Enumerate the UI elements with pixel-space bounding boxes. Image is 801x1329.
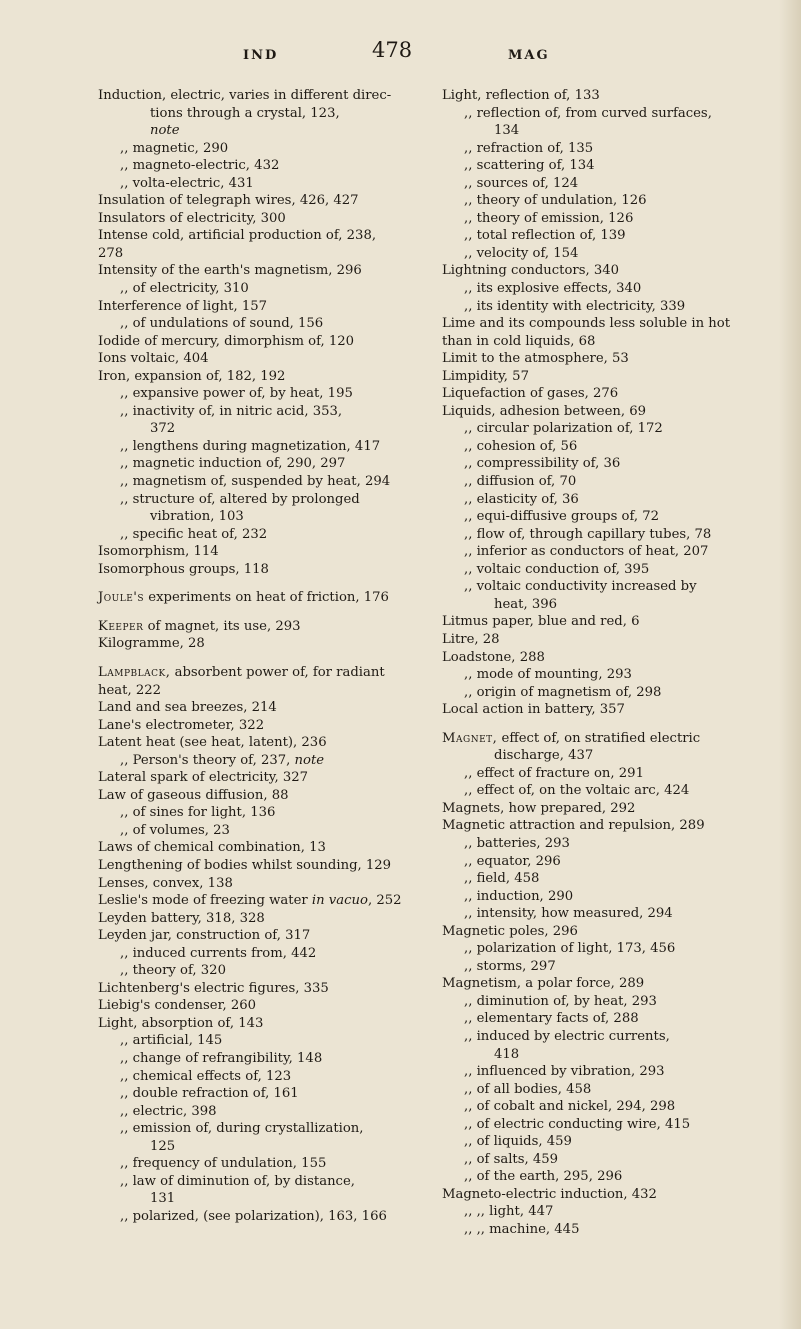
entry-text: ,, ,, light, 447 [464, 1204, 554, 1220]
entry-text: Loadstone, 288 [442, 649, 545, 665]
index-entry [442, 1186, 777, 1204]
index-entry [98, 1208, 423, 1226]
index-entry [442, 508, 777, 526]
index-entry [442, 835, 777, 853]
entry-text: Litre, 28 [442, 631, 500, 647]
index-entry [442, 1133, 777, 1151]
entry-text: ,, its identity with electricity, 339 [464, 298, 686, 314]
entry-text: ,, emission of, during crystallization, [120, 1121, 364, 1137]
entry-text: Kilogramme, 28 [98, 636, 205, 652]
entry-text: ,, effect of, on the voltaic arc, 424 [464, 783, 690, 799]
index-entry [442, 596, 777, 614]
index-entry [442, 280, 777, 298]
entry-text: ,, ,, machine, 445 [464, 1222, 580, 1237]
index-entry [98, 618, 423, 636]
entry-text: ,, equator, 296 [464, 853, 561, 869]
entry-text: effect of, on stratified electric [497, 730, 701, 746]
index-entry [98, 839, 423, 857]
entry-text: Magnetic poles, 296 [442, 923, 578, 939]
index-entry [98, 350, 423, 368]
index-entry [98, 1068, 423, 1086]
entry-text: Ions voltaic, 404 [98, 351, 209, 367]
index-entry [98, 262, 423, 280]
entry-text: ,, refraction of, 135 [464, 140, 594, 156]
index-entry [442, 1010, 777, 1028]
index-entry [442, 385, 777, 403]
entry-text: Land and sea breezes, 214 [98, 700, 277, 716]
index-entry [98, 787, 423, 805]
index-entry [442, 227, 777, 245]
entry-text: Lime and its compounds less soluble in hot [442, 316, 731, 332]
index-entry [98, 997, 423, 1015]
index-entry [442, 1028, 777, 1046]
entry-text: ,, theory of undulation, 126 [464, 193, 647, 209]
entry-text: Limpidity, 57 [442, 368, 529, 384]
entry-text: ,, of sines for light, 136 [120, 805, 276, 821]
index-entry [98, 175, 423, 193]
index-entry [442, 298, 777, 316]
entry-text: Insulation of telegraph wires, 426, 427 [98, 193, 359, 209]
entry-text: Magnetic attraction and repulsion, 289 [442, 818, 705, 834]
index-entry [98, 1155, 423, 1173]
index-entry [442, 192, 777, 210]
index-entry [442, 1046, 777, 1064]
entry-text: ,, chemical effects of, 123 [120, 1068, 292, 1084]
index-entry [98, 962, 423, 980]
entry-headword: Lampblack, [98, 664, 171, 680]
entry-text: 125 [150, 1138, 176, 1154]
index-entry [442, 975, 777, 993]
index-entry [98, 455, 423, 473]
entry-text: ,, cohesion of, 56 [464, 438, 578, 454]
entry-text: ,, change of refrangibility, 148 [120, 1050, 323, 1066]
index-entry [98, 105, 423, 123]
entry-text: Isomorphism, 114 [98, 544, 219, 560]
entry-text: ,, of electric conducting wire, 415 [464, 1116, 691, 1132]
index-entry [98, 635, 423, 653]
entry-text: Leyden jar, construction of, 317 [98, 928, 311, 944]
entry-text: vibration, 103 [150, 509, 244, 525]
index-entry [442, 940, 777, 958]
entry-text: Liquids, adhesion between, 69 [442, 403, 647, 419]
index-entry [442, 905, 777, 923]
index-entry [98, 473, 423, 491]
entry-text: ,, scattering of, 134 [464, 158, 595, 174]
index-entry [98, 1015, 423, 1033]
index-entry [98, 1120, 423, 1138]
entry-text: ,, storms, 297 [464, 958, 556, 974]
entry-text: Light, reflection of, 133 [442, 88, 600, 103]
index-entry [98, 857, 423, 875]
entry-text: ,, law of diminution of, by distance, [120, 1173, 355, 1189]
entry-text: ,, structure of, altered by prolonged [120, 491, 360, 507]
entry-text: ,, specific heat of, 232 [120, 526, 268, 542]
index-entry [442, 631, 777, 649]
index-entry [98, 589, 423, 607]
entry-text: ,, Person's theory of, 237, [120, 752, 295, 768]
entry-text: Intense cold, artificial production of, 238, [98, 228, 377, 244]
entry-text: ,, field, 458 [464, 871, 540, 887]
entry-text: ,, artificial, 145 [120, 1033, 223, 1049]
index-entry [98, 734, 423, 752]
entry-text: 134 [494, 123, 520, 139]
index-entry [442, 613, 777, 631]
entry-text: ,, double refraction of, 161 [120, 1086, 299, 1102]
index-entry [98, 385, 423, 403]
index-entry [442, 526, 777, 544]
index-entry [442, 888, 777, 906]
entry-text: ,, effect of fracture on, 291 [464, 765, 644, 781]
entry-text: Litmus paper, blue and red, 6 [442, 614, 640, 630]
index-entry [442, 350, 777, 368]
entry-text: Liebig's condenser, 260 [98, 998, 257, 1014]
index-entry [442, 438, 777, 456]
entry-italic: in vacuo [311, 893, 368, 909]
entry-text: ,, mode of mounting, 293 [464, 667, 632, 683]
index-entry [98, 717, 423, 735]
entry-text: ,, batteries, 293 [464, 835, 570, 851]
entry-text: ,, compressibility of, 36 [464, 456, 621, 472]
index-entry [442, 1063, 777, 1081]
entry-text: ,, of salts, 459 [464, 1151, 559, 1167]
entry-text: Iron, expansion of, 182, 192 [98, 368, 286, 384]
index-entry [98, 157, 423, 175]
entry-text: ,, circular polarization of, 172 [464, 421, 663, 437]
header-left-guide-word: IND [243, 48, 279, 63]
index-entry [98, 298, 423, 316]
entry-text: ,, diffusion of, 70 [464, 474, 577, 490]
running-header [0, 38, 801, 68]
entry-text: ,, equi-diffusive groups of, 72 [464, 509, 660, 525]
entry-text: ,, magnetic, 290 [120, 140, 229, 156]
entry-text: ,, expansive power of, by heat, 195 [120, 386, 353, 402]
index-column-right [442, 87, 777, 1239]
entry-text: of magnet, its use, 293 [143, 618, 301, 634]
index-entry [98, 1085, 423, 1103]
entry-text: discharge, 437 [494, 748, 594, 764]
index-entry [442, 800, 777, 818]
entry-text: Lightning conductors, 340 [442, 263, 620, 279]
index-entry [442, 245, 777, 263]
entry-text: tions through a crystal, 123, [150, 105, 340, 121]
entry-text: Induction, electric, varies in different direc- [98, 88, 392, 103]
entry-text: ,, of cobalt and nickel, 294, 298 [464, 1099, 676, 1115]
index-entry [98, 804, 423, 822]
index-entry [442, 473, 777, 491]
entry-text: ,, reflection of, from curved surfaces, [464, 105, 712, 121]
entry-text: ,, sources of, 124 [464, 175, 579, 191]
entry-text: ,, of undulations of sound, 156 [120, 316, 324, 332]
entry-text: ,, voltaic conductivity increased by [464, 579, 697, 595]
index-entry [98, 333, 423, 351]
index-entry [98, 1173, 423, 1191]
entry-text: ,, of liquids, 459 [464, 1134, 572, 1150]
index-entry [442, 561, 777, 579]
index-entry [442, 368, 777, 386]
entry-text: experiments on heat of friction, 176 [144, 590, 389, 606]
entry-text: ,, of electricity, 310 [120, 281, 249, 297]
index-entry [98, 822, 423, 840]
index-entry [442, 1221, 777, 1239]
entry-headword: Joule's [98, 590, 145, 606]
index-entry [98, 875, 423, 893]
index-entry [98, 1103, 423, 1121]
index-entry [442, 747, 777, 765]
entry-text: Law of gaseous diffusion, 88 [98, 787, 289, 803]
index-entry [98, 1190, 423, 1208]
index-entry [442, 782, 777, 800]
entry-text: note [150, 123, 180, 139]
entry-text: ,, diminution of, by heat, 293 [464, 993, 657, 1009]
index-entry [442, 210, 777, 228]
index-entry [442, 122, 777, 140]
index-entry [442, 1203, 777, 1221]
entry-text: ,, inactivity of, in nitric acid, 353, [120, 403, 343, 419]
entry-italic: note [294, 752, 325, 768]
index-entry [98, 210, 423, 228]
index-entry [98, 769, 423, 787]
entry-text: Magnetism, a polar force, 289 [442, 976, 645, 992]
entry-text: Lane's electrometer, 322 [98, 717, 265, 733]
entry-text: ,, theory of emission, 126 [464, 210, 634, 226]
entry-text: ,, magnetism of, suspended by heat, 294 [120, 474, 391, 490]
page-number: 478 [372, 38, 413, 62]
entry-text: Liquefaction of gases, 276 [442, 386, 619, 402]
entry-text: heat, 222 [98, 682, 162, 698]
entry-text: ,, lengthens during magnetization, 417 [120, 438, 381, 454]
entry-text: ,, induction, 290 [464, 888, 574, 904]
entry-text: ,, influenced by vibration, 293 [464, 1064, 665, 1080]
entry-text: ,, intensity, how measured, 294 [464, 906, 673, 922]
entry-text: Magneto-electric induction, 432 [442, 1186, 657, 1202]
index-entry [442, 175, 777, 193]
entry-text: Leslie's mode of freezing water [98, 893, 312, 909]
entry-text: ,, its explosive effects, 340 [464, 281, 642, 297]
index-entry [98, 927, 423, 945]
index-column-left [98, 87, 423, 1225]
entry-text: Lateral spark of electricity, 327 [98, 770, 309, 786]
entry-text: ,, theory of, 320 [120, 963, 226, 979]
index-entry [442, 578, 777, 596]
index-entry [442, 157, 777, 175]
index-entry [442, 853, 777, 871]
entry-headword: Keeper [98, 618, 144, 634]
index-entry [442, 333, 777, 351]
entry-text: ,, elasticity of, 36 [464, 491, 579, 507]
entry-text: Limit to the atmosphere, 53 [442, 351, 629, 367]
entry-text: ,, elementary facts of, 288 [464, 1011, 639, 1027]
entry-text: Lenses, convex, 138 [98, 875, 233, 891]
index-entry [98, 980, 423, 998]
entry-text: ,, inferior as conductors of heat, 207 [464, 544, 709, 560]
index-entry [98, 682, 423, 700]
index-entry [442, 420, 777, 438]
index-entry [98, 699, 423, 717]
index-entry [98, 403, 423, 421]
index-entry [442, 1098, 777, 1116]
index-entry [442, 817, 777, 835]
entry-text: Leyden battery, 318, 328 [98, 910, 265, 926]
index-entry [442, 870, 777, 888]
index-entry [98, 227, 423, 245]
entry-text: heat, 396 [494, 596, 558, 612]
index-entry [98, 508, 423, 526]
index-entry [98, 192, 423, 210]
entry-text: Laws of chemical combination, 13 [98, 840, 326, 856]
entry-text: Lichtenberg's electric figures, 335 [98, 980, 329, 996]
entry-text: ,, magneto-electric, 432 [120, 158, 280, 174]
entry-text: Iodide of mercury, dimorphism of, 120 [98, 333, 355, 349]
index-entry [442, 923, 777, 941]
index-entry [442, 105, 777, 123]
index-entry [98, 664, 423, 682]
entry-text: Light, absorption of, 143 [98, 1015, 264, 1031]
index-entry [442, 993, 777, 1011]
index-entry [442, 491, 777, 509]
index-entry [98, 892, 423, 910]
index-entry [98, 368, 423, 386]
entry-text: absorbent power of, for radiant [170, 664, 385, 680]
index-entry [442, 730, 777, 748]
entry-text: ,, frequency of undulation, 155 [120, 1156, 327, 1172]
index-entry [98, 491, 423, 509]
entry-text: ,, polarization of light, 173, 456 [464, 941, 676, 957]
index-entry [98, 1138, 423, 1156]
index-entry [98, 420, 423, 438]
entry-text: ,, velocity of, 154 [464, 245, 579, 261]
index-entry [442, 1168, 777, 1186]
index-entry [442, 765, 777, 783]
index-entry [442, 87, 777, 105]
entry-text: 418 [494, 1046, 520, 1062]
entry-text: 372 [150, 421, 176, 437]
entry-text: Lengthening of bodies whilst sounding, 129 [98, 857, 392, 873]
entry-text: ,, induced currents from, 442 [120, 945, 317, 961]
index-entry [98, 245, 423, 263]
index-entry [98, 280, 423, 298]
index-entry [98, 1032, 423, 1050]
index-entry [442, 403, 777, 421]
index-entry [442, 315, 777, 333]
entry-text: Latent heat (see heat, latent), 236 [98, 735, 327, 751]
entry-text: ,, volta-electric, 431 [120, 175, 254, 191]
entry-text: ,, of the earth, 295, 296 [464, 1169, 623, 1185]
index-entry [98, 140, 423, 158]
entry-text: ,, flow of, through capillary tubes, 78 [464, 526, 712, 542]
entry-text: Insulators of electricity, 300 [98, 210, 286, 226]
index-entry [98, 561, 423, 579]
entry-text: Isomorphous groups, 118 [98, 561, 269, 577]
entry-text: ,, induced by electric currents, [464, 1028, 670, 1044]
index-entry [98, 526, 423, 544]
entry-tail: , 252 [367, 893, 402, 909]
index-entry [442, 140, 777, 158]
entry-headword: Magnet, [442, 730, 498, 746]
entry-text: ,, magnetic induction of, 290, 297 [120, 456, 346, 472]
header-right-guide-word: MAG [508, 48, 550, 63]
entry-text: Local action in battery, 357 [442, 702, 625, 718]
index-entry [98, 752, 423, 770]
page-edge-shadow [779, 0, 801, 1329]
entry-text: ,, voltaic conduction of, 395 [464, 561, 650, 577]
entry-text: 278 [98, 245, 124, 261]
index-entry [442, 1151, 777, 1169]
index-entry [98, 87, 423, 105]
index-entry [98, 910, 423, 928]
entry-text: ,, of all bodies, 458 [464, 1081, 592, 1097]
index-entry [442, 649, 777, 667]
index-entry [442, 701, 777, 719]
entry-text: 131 [150, 1191, 176, 1207]
index-entry [98, 315, 423, 333]
index-entry [442, 455, 777, 473]
index-entry [98, 945, 423, 963]
index-entry [98, 543, 423, 561]
index-entry [442, 666, 777, 684]
index-entry [98, 122, 423, 140]
index-entry [442, 1081, 777, 1099]
entry-text: ,, electric, 398 [120, 1103, 217, 1119]
index-entry [98, 438, 423, 456]
index-entry [442, 1116, 777, 1134]
index-entry [442, 543, 777, 561]
index-entry [442, 262, 777, 280]
entry-text: ,, of volumes, 23 [120, 822, 230, 838]
entry-text: Intensity of the earth's magnetism, 296 [98, 263, 362, 279]
entry-text: Magnets, how prepared, 292 [442, 800, 636, 816]
entry-text: ,, origin of magnetism of, 298 [464, 684, 662, 700]
entry-text: ,, polarized, (see polarization), 163, 166 [120, 1208, 387, 1224]
entry-text: Interference of light, 157 [98, 298, 268, 314]
entry-text: ,, total reflection of, 139 [464, 228, 626, 244]
index-entry [442, 684, 777, 702]
index-entry [442, 958, 777, 976]
index-entry [98, 1050, 423, 1068]
entry-text: than in cold liquids, 68 [442, 333, 596, 349]
